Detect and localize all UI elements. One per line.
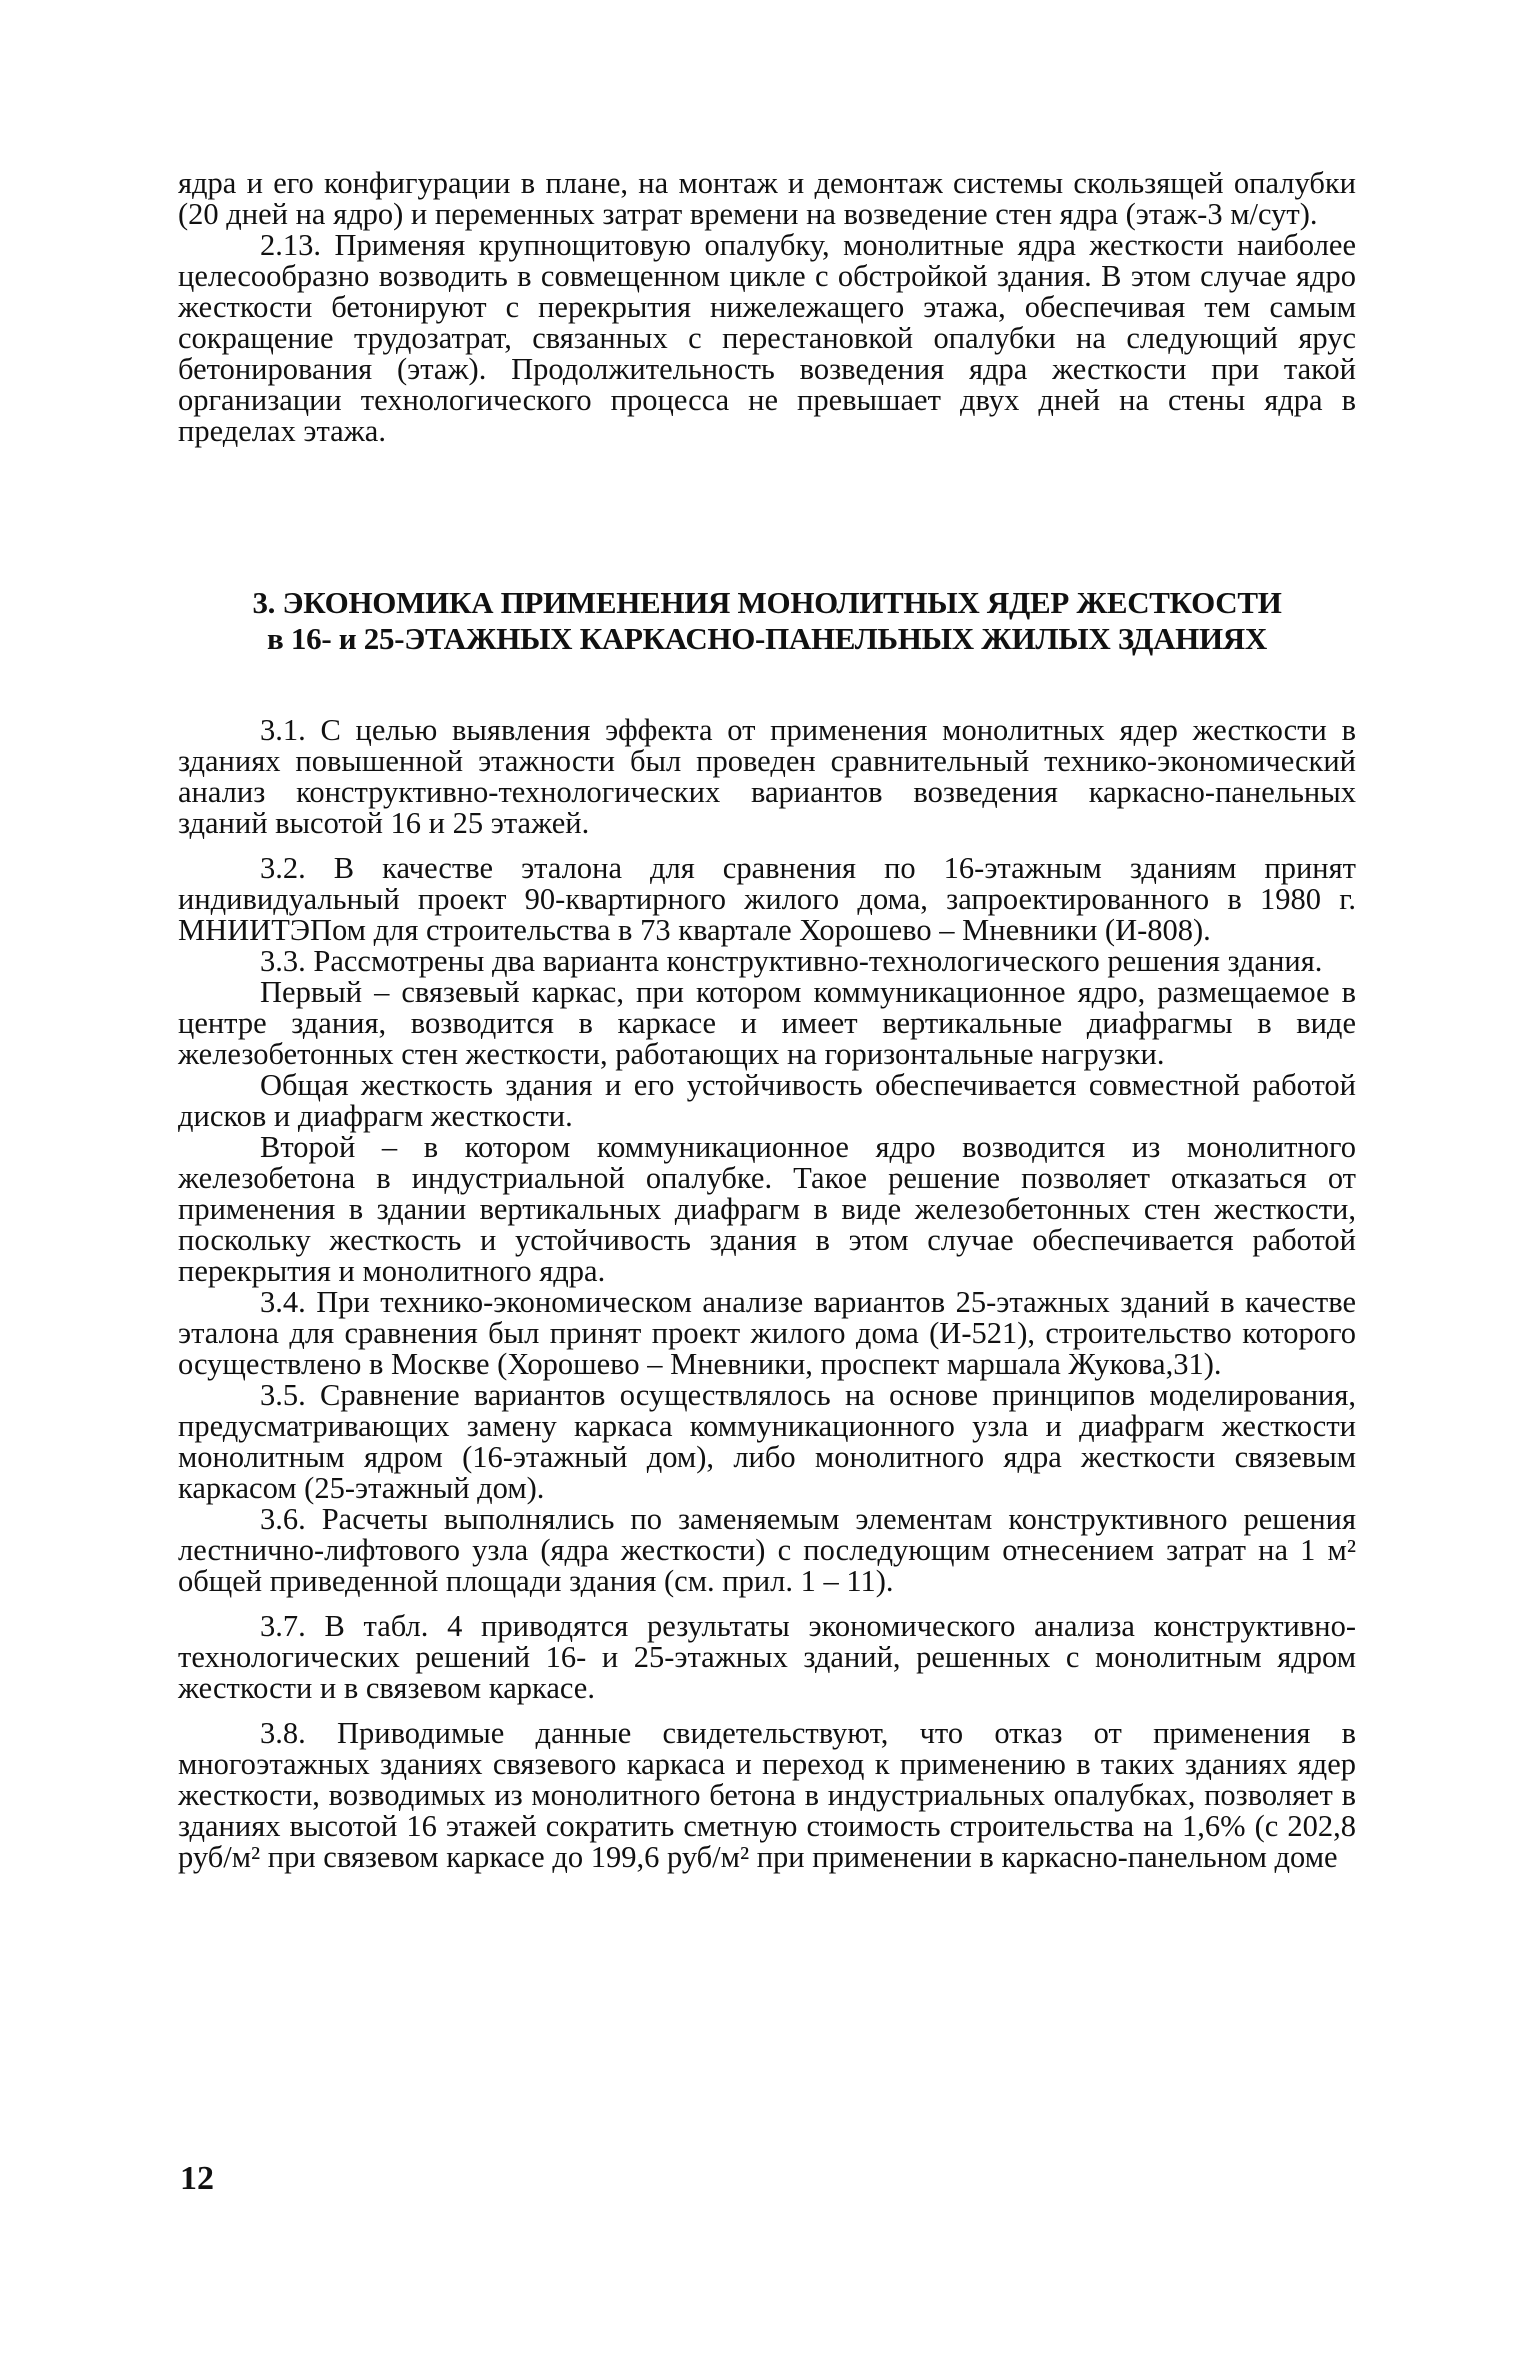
- paragraph-3-1: 3.1. С целью выявления эффекта от применения монолитных ядер жесткости в зданиях повышенной этажности был проведен сравнительный технико-экономический анализ конструктивно-технологических вариантов возведения каркасно-панельных зданий высотой 16 и 25 этажей.: [178, 713, 1356, 840]
- paragraph-3-4: 3.4. При технико-экономическом анализе вариантов 25-этажных зданий в качестве эталона для сравнения был принят проект жилого дома (И-521), строительство которого осуществлено в Москве (Хорошево – Мневники, проспект маршала Жукова,31).: [178, 1285, 1356, 1381]
- paragraph-general-stiffness: Общая жесткость здания и его устойчивость обеспечивается совместной работой дисков и диафрагм жесткости.: [178, 1068, 1356, 1133]
- section-heading: [178, 585, 1356, 657]
- paragraph-3-5: 3.5. Сравнение вариантов осуществлялось на основе принципов моделирования, предусматривающих замену каркаса коммуникационного узла и диафрагм жесткости монолитным ядром (16-этажный дом), либо монолитного ядра жесткости связевым каркасом (25-этажный дом).: [178, 1378, 1356, 1505]
- paragraph-2-13: 2.13. Применяя крупнощитовую опалубку, монолитные ядра жесткости наиболее целесообразно возводить в совмещенном цикле с обстройкой здания. В этом случае ядро жесткости бетонируют с перекрытия нижележащего этажа, обеспечивая тем самым сокращение трудозатрат, связанных с перестановкой опалубки на следующий ярус бетонирования (этаж). Продолжительность возведения ядра жесткости при такой организации технологического процесса не превышает двух дней на стены ядра в пределах этажа.: [178, 228, 1356, 448]
- paragraph-second-variant: Второй – в котором коммуникационное ядро возводится из монолитного железобетона в индустриальной опалубке. Такое решение позволяет отказаться от применения в здании вертикальных диафрагм в виде железобетонных стен жесткости, поскольку жесткость и устойчивость здания в этом случае обеспечивается работой перекрытия и монолитного ядра.: [178, 1130, 1356, 1288]
- paragraph-3-3: 3.3. Рассмотрены два варианта конструктивно-технологического решения здания.: [260, 944, 1323, 978]
- section-heading-line-1: 3. ЭКОНОМИКА ПРИМЕНЕНИЯ МОНОЛИТНЫХ ЯДЕР ЖЕСТКОСТИ: [252, 585, 1282, 620]
- section-heading-line-2: в 16- и 25-ЭТАЖНЫХ КАРКАСНО-ПАНЕЛЬНЫХ ЖИЛЫХ ЗДАНИЯХ: [267, 621, 1267, 656]
- paragraph-3-2: 3.2. В качестве эталона для сравнения по 16-этажным зданиям принят индивидуальный проект 90-квартирного жилого дома, запроектированного в 1980 г. МНИИТЭПом для строительства в 73 квартале Хорошево – Мневники (И-808).: [178, 851, 1356, 947]
- paragraph-3-7: 3.7. В табл. 4 приводятся результаты экономического анализа конструктивно-технологических решений 16- и 25-этажных зданий, решенных с монолитным ядром жесткости и в связевом каркасе.: [178, 1609, 1356, 1705]
- page-number: 12: [180, 2160, 214, 2197]
- paragraph-3-8: 3.8. Приводимые данные свидетельствуют, что отказ от применения в многоэтажных зданиях связевого каркаса и переход к применению в таких зданиях ядер жесткости, возводимых из монолитного бетона в индустриальных опалубках, позволяет в зданиях высотой 16 этажей сократить сметную стоимость строительства на 1,6% (с 202,8 руб/м² при связевом каркасе до 199,6 руб/м² при применении в каркасно-панельном доме: [178, 1716, 1356, 1874]
- page-body: [178, 168, 1356, 1873]
- intro-paragraph: ядра и его конфигурации в плане, на монтаж и демонтаж системы скользящей опалубки (20 дней на ядро) и переменных затрат времени на возведение стен ядра (этаж-3 м/сут).: [178, 166, 1356, 231]
- paragraph-first-variant: Первый – связевый каркас, при котором коммуникационное ядро, размещаемое в центре здания, возводится в каркасе и имеет вертикальные диафрагмы в виде железобетонных стен жесткости, работающих на горизонтальные нагрузки.: [178, 975, 1356, 1071]
- paragraph-3-6: 3.6. Расчеты выполнялись по заменяемым элементам конструктивного решения лестнично-лифтового узла (ядра жесткости) с последующим отнесением затрат на 1 м² общей приведенной площади здания (см. прил. 1 – 11).: [178, 1502, 1356, 1598]
